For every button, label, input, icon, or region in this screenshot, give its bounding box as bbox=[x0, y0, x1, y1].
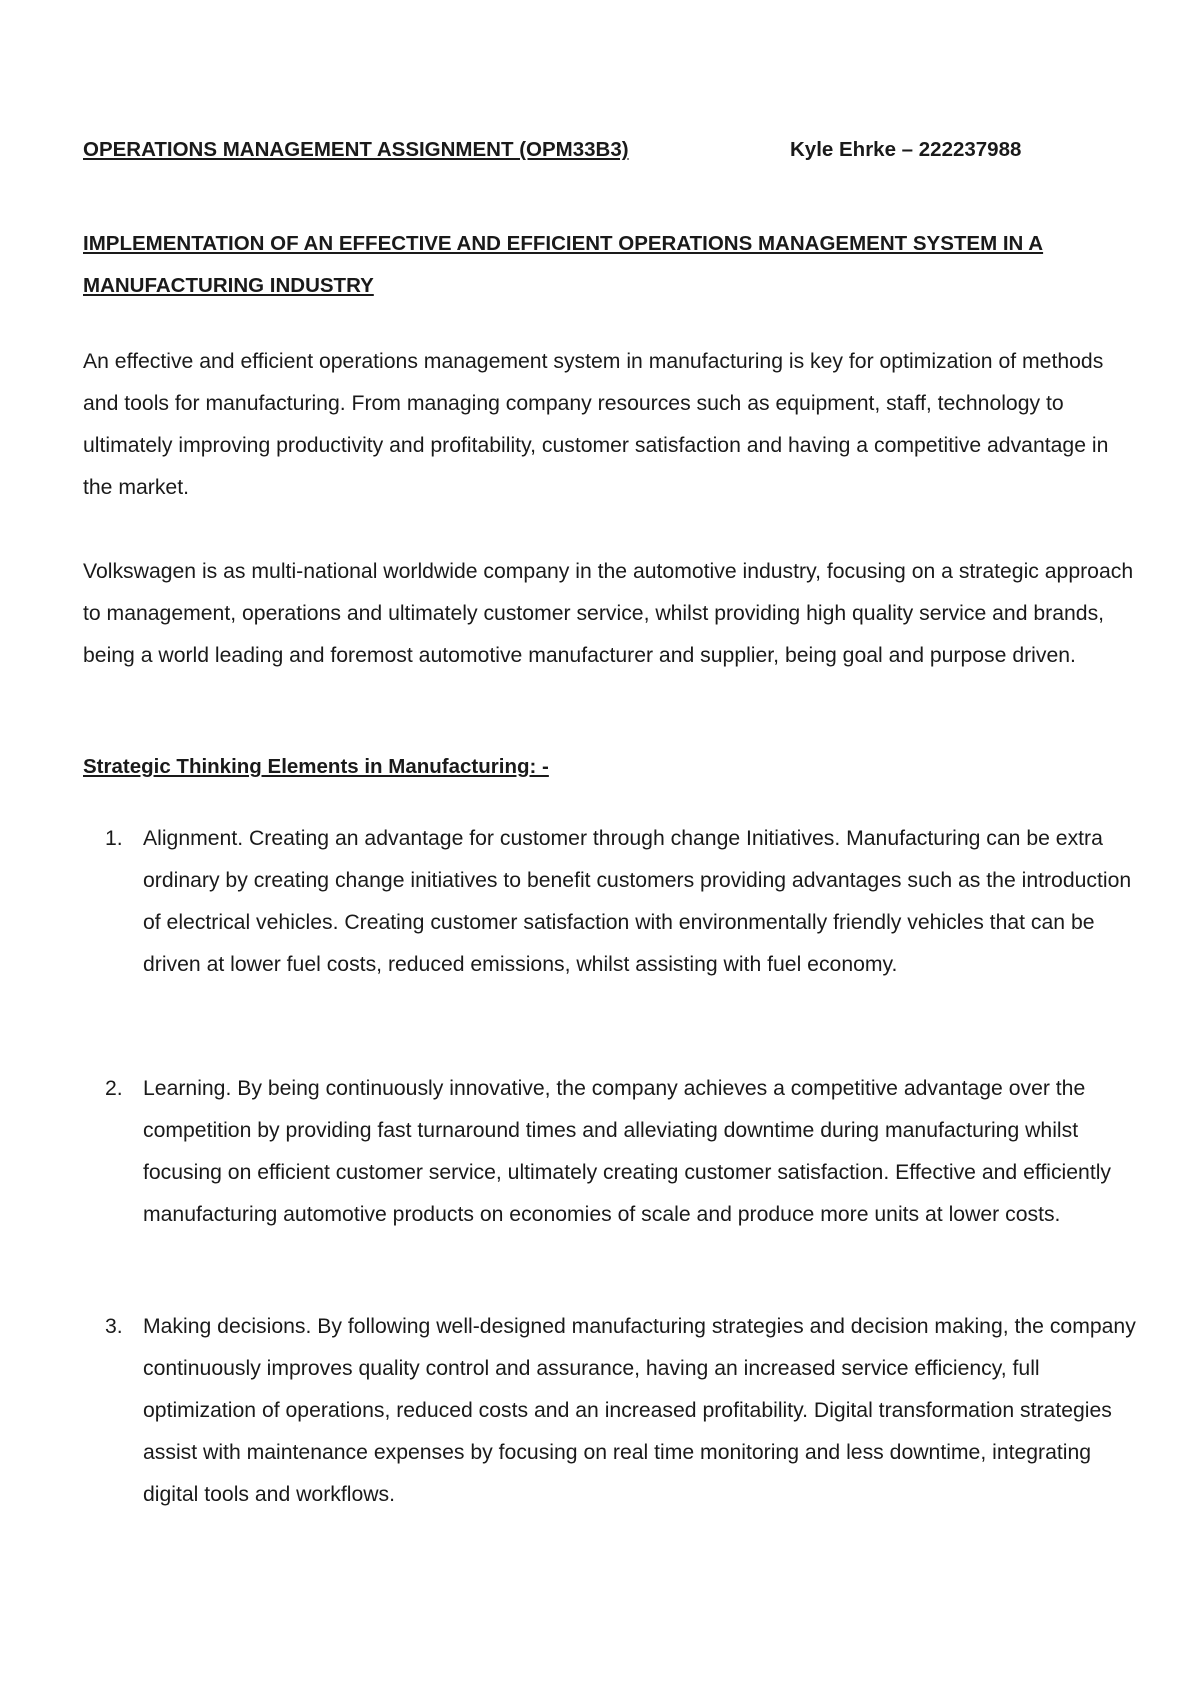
assignment-title: OPERATIONS MANAGEMENT ASSIGNMENT (OPM33B3) bbox=[83, 138, 629, 161]
list-item-number: 3. bbox=[105, 1315, 123, 1338]
intro-paragraph: An effective and efficient operations management system in manufacturing is key for optimization of methods and tools for manufacturing. From managing company resources such as equipment, staff, technology to ultimately improving productivity and profitability, customer satisfaction and having a competitive advantage in the market. bbox=[83, 350, 1109, 499]
list-item-number: 1. bbox=[105, 827, 123, 850]
list-item-text: Making decisions. By following well-designed manufacturing strategies and decision making, the company continuously improves quality control and assurance, having an increased service efficiency, full optimization of operations, reduced costs and an increased profitability. Digital transformation strategies assist with maintenance expenses by focusing on real time monitoring and less downtime, integrating digital tools and workflows. bbox=[143, 1315, 1136, 1506]
list-item-text: Alignment. Creating an advantage for customer through change Initiatives. Manufacturing can be extra ordinary by creating change initiatives to benefit customers providing advantages such as the introduction of electrical vehicles. Creating customer satisfaction with environmentally friendly vehicles that can be driven at lower fuel costs, reduced emissions, whilst assisting with fuel economy. bbox=[143, 827, 1132, 976]
author-line: Kyle Ehrke – 222237988 bbox=[790, 138, 1022, 161]
company-paragraph: Volkswagen is as multi-national worldwide company in the automotive industry, focusing on a strategic approach to management, operations and ultimately customer service, whilst providing high quality service and brands, being a world leading and foremost automotive manufacturer and supplier, being goal and purpose driven. bbox=[83, 560, 1134, 667]
list-item-number: 2. bbox=[105, 1077, 123, 1100]
section-heading: Strategic Thinking Elements in Manufacturing: - bbox=[83, 755, 549, 778]
list-item-text: Learning. By being continuously innovative, the company achieves a competitive advantage over the competition by providing fast turnaround times and alleviating downtime during manufacturing whilst focusing on efficient customer service, ultimately creating customer satisfaction. Effective and efficiently manufacturing automotive products on economies of scale and produce more units at lower costs. bbox=[143, 1077, 1112, 1226]
topic-heading: IMPLEMENTATION OF AN EFFECTIVE AND EFFICIENT OPERATIONS MANAGEMENT SYSTEM IN A MANUFACTURING INDUSTRY bbox=[83, 232, 1044, 297]
